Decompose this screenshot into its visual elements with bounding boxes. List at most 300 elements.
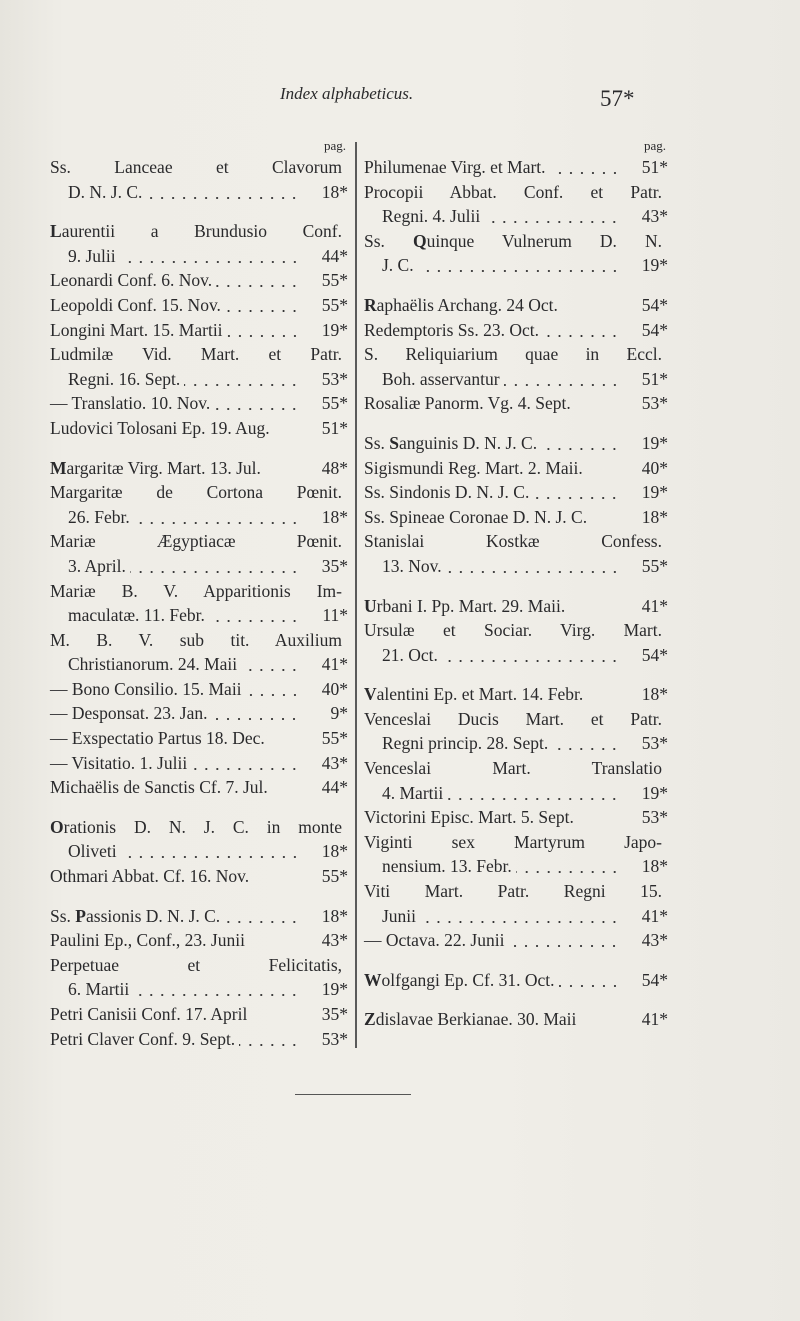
index-entry-line bbox=[50, 391, 348, 416]
entry-name: maculatæ. 11. Febr. bbox=[68, 605, 205, 626]
page-ref: 18* bbox=[641, 506, 668, 527]
entry-name: aphaëlis Archang. 24 Oct. bbox=[376, 294, 558, 315]
index-entry-line bbox=[364, 731, 668, 756]
page-ref: 18* bbox=[641, 856, 668, 877]
index-entry-line bbox=[50, 864, 348, 889]
page-ref: 55* bbox=[321, 866, 348, 887]
dot-leader bbox=[508, 928, 620, 953]
page-ref: 53* bbox=[321, 368, 348, 389]
index-entry-line bbox=[364, 618, 668, 643]
entry-text bbox=[364, 707, 662, 732]
page-number: 57* bbox=[600, 86, 635, 111]
index-entry-line bbox=[50, 293, 348, 318]
entry-text bbox=[364, 456, 583, 481]
entry-text-wrap bbox=[68, 505, 310, 530]
entry-text-wrap bbox=[68, 652, 310, 677]
entry-text bbox=[382, 367, 500, 392]
index-entry-line bbox=[364, 293, 668, 318]
index-entry-line bbox=[364, 367, 668, 392]
entry-text-wrap bbox=[50, 480, 348, 505]
entry-text-wrap bbox=[364, 968, 630, 993]
dot-leader bbox=[447, 781, 620, 806]
entry-initial: R bbox=[364, 294, 377, 315]
entry-text-wrap bbox=[50, 293, 310, 318]
entry-name: — Desponsat. 23. Jan. bbox=[50, 703, 208, 724]
index-entry-line bbox=[50, 904, 348, 929]
index-entry-line bbox=[364, 456, 668, 481]
entry-initial: L bbox=[50, 221, 62, 242]
dot-leader bbox=[239, 1027, 300, 1052]
entry-name: Regni princip. 28. Sept. bbox=[382, 733, 549, 754]
entry-name: Viti Mart. Patr. Regni 15. bbox=[364, 881, 662, 902]
entry-name: Ss. Lanceae et Clavorum bbox=[50, 157, 342, 177]
entry-text-wrap bbox=[68, 554, 310, 579]
entry-text-wrap bbox=[364, 342, 668, 367]
entry-name: Oliveti bbox=[68, 841, 117, 862]
dot-leader bbox=[224, 904, 300, 929]
entry-name: — Octava. 22. Junii bbox=[364, 930, 505, 951]
entry-text-wrap bbox=[364, 529, 668, 554]
entry-name: Boh. asservantur bbox=[382, 368, 500, 389]
index-entry-line bbox=[50, 953, 348, 978]
index-entry-line bbox=[50, 928, 348, 953]
index-entry-line bbox=[364, 682, 668, 707]
entry-text bbox=[68, 603, 205, 628]
index-entry-line bbox=[50, 529, 348, 554]
entry-text bbox=[364, 529, 662, 554]
entry-text bbox=[382, 643, 438, 668]
index-entry-line bbox=[364, 253, 668, 278]
index-entry-line bbox=[364, 554, 668, 579]
entry-name: Mariæ Ægyptiacæ Pœnit. bbox=[50, 531, 342, 552]
entry-text-wrap bbox=[364, 928, 630, 953]
entry-text bbox=[50, 416, 270, 441]
dot-leader bbox=[121, 839, 300, 864]
page-ref: 18* bbox=[321, 905, 348, 926]
index-section bbox=[50, 219, 348, 440]
entry-name: alentini Ep. et Mart. 14. Febr. bbox=[376, 684, 584, 705]
entry-text-wrap bbox=[364, 756, 668, 781]
entry-text bbox=[50, 904, 220, 929]
entry-text-wrap bbox=[364, 456, 630, 481]
entry-text-wrap bbox=[382, 367, 630, 392]
index-entry-line bbox=[50, 579, 348, 604]
index-entry-line bbox=[364, 204, 668, 229]
entry-text-wrap bbox=[50, 219, 348, 244]
dot-leader bbox=[504, 367, 620, 392]
dot-leader bbox=[133, 977, 300, 1002]
index-entry-line bbox=[364, 643, 668, 668]
entry-name: Viginti sex Martyrum Japo- bbox=[364, 831, 662, 852]
index-entry-line bbox=[50, 505, 348, 530]
page-ref: 53* bbox=[321, 1028, 348, 1049]
entry-text-wrap bbox=[50, 456, 310, 481]
page-ref: 51* bbox=[641, 368, 668, 389]
entry-prefix: Ss. bbox=[364, 432, 390, 453]
index-entry-line bbox=[50, 416, 348, 441]
entry-text bbox=[68, 505, 130, 530]
index-entry-line bbox=[364, 879, 668, 904]
entry-text bbox=[364, 968, 555, 993]
entry-text-wrap bbox=[364, 618, 668, 643]
entry-text-wrap bbox=[50, 391, 310, 416]
index-entry-line bbox=[364, 391, 668, 416]
entry-initial: O bbox=[50, 816, 64, 837]
entry-text bbox=[50, 677, 242, 702]
entry-name: Petri Canisii Conf. 17. April bbox=[50, 1004, 248, 1024]
entry-text-wrap bbox=[50, 342, 348, 367]
entry-text-wrap bbox=[50, 1027, 310, 1052]
entry-name: rationis D. N. J. C. in monte bbox=[63, 816, 342, 837]
entry-text-wrap bbox=[382, 204, 630, 229]
entry-name: 13. Nov. bbox=[382, 555, 442, 576]
page-ref: 40* bbox=[641, 457, 668, 478]
page-ref: 55* bbox=[321, 393, 348, 414]
entry-text bbox=[364, 431, 537, 456]
page-ref: 43* bbox=[641, 930, 668, 951]
index-section bbox=[364, 594, 668, 668]
index-entry-line bbox=[364, 318, 668, 343]
entry-text-wrap bbox=[364, 879, 668, 904]
pag-label: pag. bbox=[323, 138, 346, 153]
dot-leader bbox=[246, 677, 300, 702]
entry-name: Paulini Ep., Conf., 23. Junii bbox=[50, 930, 245, 951]
entry-text bbox=[364, 928, 504, 953]
entry-initial: U bbox=[364, 595, 377, 616]
index-entry-line bbox=[50, 244, 348, 269]
index-entry-line bbox=[50, 367, 348, 392]
index-section bbox=[364, 682, 668, 953]
entry-name: Mariæ B. V. Apparitionis Im- bbox=[50, 580, 342, 601]
entry-text-wrap bbox=[50, 579, 348, 604]
entry-text bbox=[364, 830, 662, 855]
entry-text-wrap bbox=[364, 682, 630, 707]
entry-text bbox=[68, 839, 117, 864]
entry-text-wrap bbox=[50, 318, 310, 343]
entry-name: Michaëlis de Sanctis Cf. 7. Jul. bbox=[50, 777, 268, 798]
page-ref: 41* bbox=[641, 595, 668, 616]
entry-text-wrap bbox=[50, 864, 310, 889]
entry-name: Ss. Spineae Coronae D. N. J. C. bbox=[364, 506, 588, 527]
entry-name: Leopoldi Conf. 15. Nov. bbox=[50, 294, 221, 315]
entry-name: dislavae Berkianae. 30. Maii bbox=[375, 1009, 577, 1030]
entry-name: assionis D. N. J. C. bbox=[86, 905, 221, 926]
entry-text bbox=[364, 318, 539, 343]
page-ref: 41* bbox=[321, 654, 348, 675]
index-entry-line bbox=[364, 1007, 668, 1032]
entry-text bbox=[50, 1002, 247, 1027]
entry-text-wrap bbox=[364, 707, 668, 732]
entry-name: Regni. 16. Sept. bbox=[68, 368, 181, 389]
entry-text-wrap bbox=[50, 268, 310, 293]
entry-text bbox=[50, 726, 265, 751]
index-entry-line bbox=[50, 628, 348, 653]
entry-text bbox=[382, 731, 548, 756]
entry-text-wrap bbox=[364, 431, 630, 456]
entry-name: Leonardi Conf. 6. Nov. bbox=[50, 270, 213, 291]
entry-text bbox=[50, 953, 342, 978]
page-ref: 55* bbox=[321, 294, 348, 315]
page-ref: 44* bbox=[321, 777, 348, 798]
entry-text-wrap bbox=[382, 554, 630, 579]
entry-name: Junii bbox=[382, 905, 417, 926]
entry-text bbox=[50, 775, 268, 800]
entry-text-wrap bbox=[382, 253, 630, 278]
entry-text bbox=[364, 879, 662, 904]
entry-initial: S bbox=[389, 432, 400, 453]
index-entry-line bbox=[50, 839, 348, 864]
dot-leader bbox=[211, 701, 300, 726]
index-entry-line bbox=[364, 707, 668, 732]
entry-name: olfgangi Ep. Cf. 31. Oct. bbox=[381, 969, 555, 990]
index-entry-line bbox=[50, 155, 348, 180]
entry-text bbox=[50, 928, 245, 953]
dot-leader bbox=[559, 968, 620, 993]
entry-name: Perpetuae et Felicitatis, bbox=[50, 954, 342, 975]
entry-text-wrap bbox=[68, 244, 310, 269]
entry-text bbox=[50, 456, 261, 481]
page-ref: 35* bbox=[321, 555, 348, 576]
index-entry-line bbox=[364, 830, 668, 855]
entry-text-wrap bbox=[50, 928, 310, 953]
page-ref: 54* bbox=[641, 294, 668, 315]
entry-text-wrap bbox=[50, 416, 310, 441]
entry-text-wrap bbox=[364, 505, 630, 530]
page-ref: 9* bbox=[330, 703, 348, 724]
entry-name: Petri Claver Conf. 9. Sept. bbox=[50, 1028, 236, 1049]
entry-text-wrap bbox=[50, 815, 348, 840]
index-entry-line bbox=[364, 594, 668, 619]
index-section bbox=[364, 155, 668, 278]
index-entry-line bbox=[50, 977, 348, 1002]
page-ref: 19* bbox=[641, 255, 668, 276]
page-ref: 43* bbox=[321, 930, 348, 951]
index-entry-line bbox=[50, 775, 348, 800]
entry-text bbox=[364, 391, 571, 416]
entry-name: rbani I. Pp. Mart. 29. Maii. bbox=[376, 595, 566, 616]
dot-leader bbox=[543, 318, 620, 343]
entry-text bbox=[50, 1027, 235, 1052]
entry-text bbox=[50, 480, 342, 505]
index-entry-line bbox=[364, 904, 668, 929]
page-ref: 18* bbox=[321, 506, 348, 527]
page-ref: 41* bbox=[641, 905, 668, 926]
page-ref: 55* bbox=[321, 270, 348, 291]
entry-text bbox=[50, 815, 342, 840]
entry-text bbox=[364, 342, 662, 367]
index-entry-line bbox=[50, 180, 348, 205]
page-ref: 54* bbox=[641, 644, 668, 665]
entry-text-wrap bbox=[50, 904, 310, 929]
entry-name: Longini Mart. 15. Martii bbox=[50, 319, 223, 340]
entry-name: J. C. bbox=[382, 255, 414, 276]
dot-leader bbox=[191, 751, 300, 776]
index-section bbox=[364, 293, 668, 416]
entry-text bbox=[50, 391, 210, 416]
entry-name: Regni. 4. Julii bbox=[382, 206, 481, 227]
entry-name: — Translatio. 10. Nov. bbox=[50, 393, 211, 414]
dot-leader bbox=[550, 155, 620, 180]
dot-leader bbox=[418, 253, 620, 278]
dot-leader bbox=[214, 391, 300, 416]
entry-name: anguinis D. N. J. C. bbox=[399, 432, 538, 453]
entry-name: Venceslai Mart. Translatio bbox=[364, 758, 662, 779]
entry-text bbox=[364, 618, 662, 643]
entry-name: Ss. Sindonis D. N. J. C. bbox=[364, 482, 530, 503]
entry-text-wrap bbox=[364, 180, 668, 205]
entry-initial: M bbox=[50, 457, 67, 478]
entry-text-wrap bbox=[364, 229, 668, 254]
entry-text-wrap bbox=[50, 628, 348, 653]
entry-text bbox=[68, 367, 180, 392]
index-entry-line bbox=[50, 815, 348, 840]
entry-name: — Exspectatio Partus 18. Dec. bbox=[50, 728, 265, 749]
entry-text bbox=[50, 751, 187, 776]
page-ref: 11* bbox=[322, 605, 348, 626]
entry-text bbox=[50, 293, 221, 318]
entry-text bbox=[68, 180, 142, 205]
index-entry-line bbox=[50, 1002, 348, 1027]
page-ref: 48* bbox=[321, 457, 348, 478]
page-ref: 53* bbox=[641, 807, 668, 828]
page-ref: 19* bbox=[641, 432, 668, 453]
index-entry-line bbox=[364, 756, 668, 781]
entry-text bbox=[50, 628, 342, 653]
entry-text-wrap bbox=[68, 367, 310, 392]
entry-initial: V bbox=[364, 684, 377, 705]
page-ref: 55* bbox=[641, 555, 668, 576]
index-entry-line bbox=[50, 342, 348, 367]
entry-text bbox=[382, 854, 512, 879]
dot-leader bbox=[446, 554, 620, 579]
entry-name: Rosaliæ Panorm. Vg. 4. Sept. bbox=[364, 393, 571, 414]
entry-name: nensium. 13. Febr. bbox=[382, 856, 512, 877]
entry-text-wrap bbox=[364, 480, 630, 505]
index-column-left bbox=[50, 138, 348, 1066]
entry-text-wrap bbox=[364, 155, 630, 180]
index-section bbox=[50, 815, 348, 889]
index-entry-line bbox=[50, 1027, 348, 1052]
index-entry-line bbox=[364, 480, 668, 505]
index-entry-line bbox=[50, 677, 348, 702]
index-entry-line bbox=[364, 529, 668, 554]
index-section bbox=[364, 968, 668, 993]
entry-text bbox=[50, 864, 249, 889]
index-entry-line bbox=[50, 480, 348, 505]
index-column-right bbox=[364, 138, 668, 1047]
index-entry-line bbox=[50, 554, 348, 579]
entry-text bbox=[382, 253, 414, 278]
entry-text bbox=[68, 554, 126, 579]
entry-name: 9. Julii bbox=[68, 245, 116, 266]
entry-text-wrap bbox=[50, 677, 310, 702]
entry-text-wrap bbox=[68, 977, 310, 1002]
dot-leader bbox=[146, 180, 300, 205]
entry-name: 26. Febr. bbox=[68, 506, 130, 527]
index-entry-line bbox=[364, 229, 668, 254]
entry-text-wrap bbox=[50, 155, 348, 180]
dot-leader bbox=[134, 505, 300, 530]
entry-name: Venceslai Ducis Mart. et Patr. bbox=[364, 708, 662, 729]
entry-name: M. B. V. sub tit. Auxilium bbox=[50, 629, 342, 650]
index-entry-line bbox=[364, 968, 668, 993]
entry-text bbox=[382, 781, 443, 806]
page-ref: 53* bbox=[641, 733, 668, 754]
index-entry-line bbox=[364, 431, 668, 456]
entry-text bbox=[364, 180, 662, 205]
entry-prefix: Ss. bbox=[50, 905, 76, 926]
entry-name: 3. April. bbox=[68, 555, 126, 576]
entry-text bbox=[364, 229, 662, 254]
page-ref: 54* bbox=[641, 969, 668, 990]
entry-initial: W bbox=[364, 969, 382, 990]
page-ref: 55* bbox=[321, 728, 348, 749]
dot-leader bbox=[225, 293, 300, 318]
entry-text-wrap bbox=[382, 731, 630, 756]
entry-text bbox=[68, 244, 116, 269]
entry-name: Victorini Episc. Mart. 5. Sept. bbox=[364, 807, 574, 828]
entry-name: — Bono Consilio. 15. Maii bbox=[50, 678, 242, 699]
entry-text-wrap bbox=[50, 1002, 310, 1027]
entry-text bbox=[50, 701, 207, 726]
entry-name: Ursulæ et Sociar. Virg. Mart. bbox=[364, 620, 662, 641]
index-section bbox=[50, 456, 348, 800]
page-ref: 19* bbox=[641, 782, 668, 803]
entry-text-wrap bbox=[50, 751, 310, 776]
page-ref: 53* bbox=[641, 393, 668, 414]
entry-name: Christianorum. 24. Maii bbox=[68, 654, 238, 675]
entry-text-wrap bbox=[364, 805, 630, 830]
page-ref: 51* bbox=[641, 157, 668, 177]
index-entry-line bbox=[50, 318, 348, 343]
index-entry-line bbox=[50, 652, 348, 677]
entry-name: D. N. J. C. bbox=[68, 181, 143, 202]
entry-text bbox=[68, 652, 237, 677]
page-ref: 43* bbox=[321, 752, 348, 773]
entry-name: Ludmilæ Vid. Mart. et Patr. bbox=[50, 344, 342, 365]
entry-name: Sigismundi Reg. Mart. 2. Maii. bbox=[364, 457, 583, 478]
entry-text bbox=[50, 342, 342, 367]
entry-name: aurentii a Brundusio Conf. bbox=[61, 221, 342, 242]
entry-text-wrap bbox=[382, 854, 630, 879]
entry-text-wrap bbox=[364, 293, 630, 318]
index-entry-line bbox=[50, 219, 348, 244]
entry-prefix: Ss. bbox=[364, 230, 413, 251]
page-ref: 51* bbox=[321, 417, 348, 438]
index-entry-line bbox=[364, 342, 668, 367]
running-header-title: Index alphabeticus. bbox=[280, 84, 414, 103]
page-ref: 40* bbox=[321, 678, 348, 699]
entry-name: Ludovici Tolosani Ep. 19. Aug. bbox=[50, 417, 270, 438]
entry-text bbox=[364, 480, 529, 505]
index-entry-line bbox=[364, 928, 668, 953]
index-section bbox=[364, 431, 668, 579]
entry-text-wrap bbox=[68, 603, 310, 628]
page-ref: 18* bbox=[641, 684, 668, 705]
entry-name: 4. Martii bbox=[382, 782, 444, 803]
page-ref: 19* bbox=[321, 319, 348, 340]
dot-leader bbox=[209, 603, 300, 628]
entry-text bbox=[364, 505, 587, 530]
entry-text-wrap bbox=[364, 391, 630, 416]
dot-leader bbox=[184, 367, 300, 392]
index-entry-line bbox=[50, 456, 348, 481]
dot-leader bbox=[216, 268, 300, 293]
entry-name: uinque Vulnerum D. N. bbox=[426, 230, 662, 251]
entry-text-wrap bbox=[50, 775, 310, 800]
entry-name: Philumenae Virg. et Mart. bbox=[364, 157, 546, 177]
entry-text bbox=[364, 1007, 576, 1032]
